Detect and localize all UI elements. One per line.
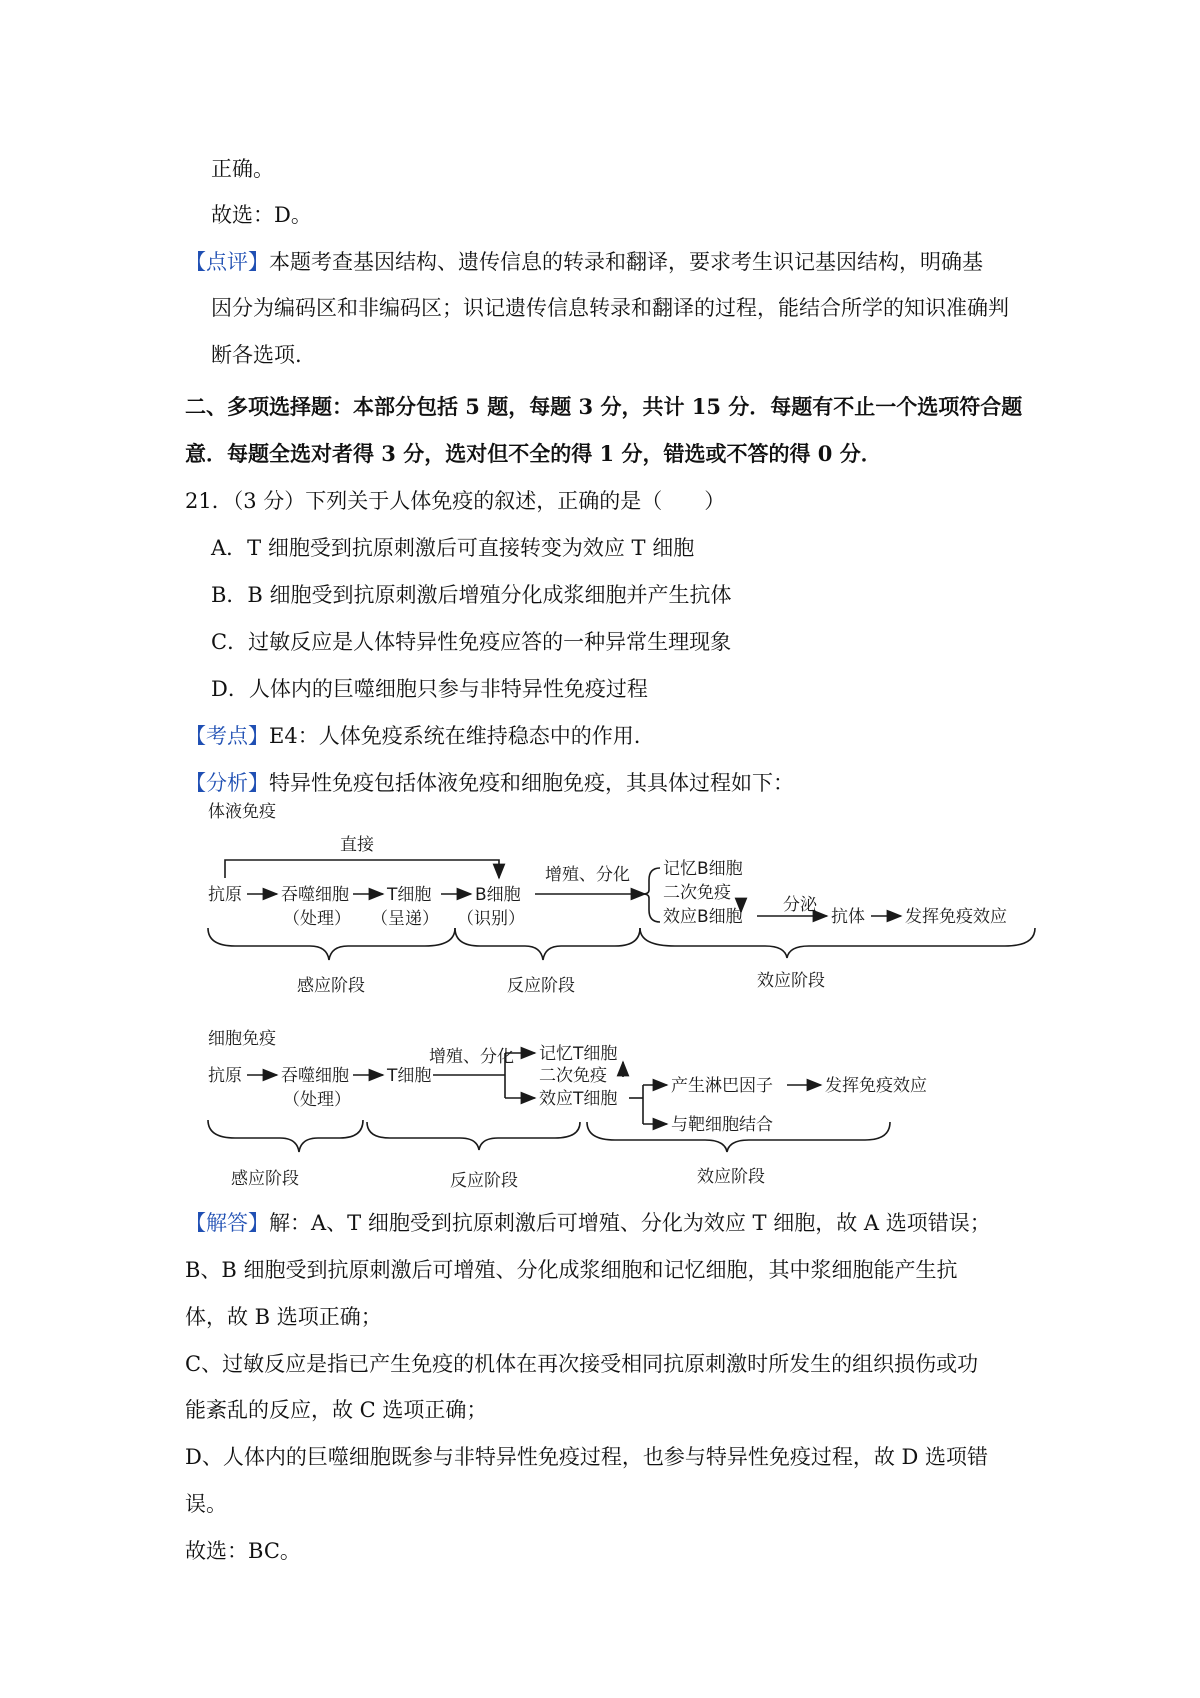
- humoral-stage1: 感应阶段: [297, 976, 365, 996]
- analysis-tag: 【分析】: [185, 771, 269, 795]
- humoral-macrophage: 吞噬细胞: [281, 885, 349, 905]
- cellular-stage1: 感应阶段: [231, 1169, 299, 1189]
- humoral-effect: 发挥免疫效应: [905, 907, 1007, 927]
- option-a: A．T 细胞受到抗原刺激后可直接转变为效应 T 细胞: [211, 536, 695, 560]
- section-heading: 二、多项选择题：本部分包括 5 题，每题 3 分，共计 15 分．每题有不止一个选项符合题: [185, 394, 1023, 419]
- text-line: D、人体内的巨噬细胞既参与非特异性免疫过程，也参与特异性免疫过程，故 D 选项错: [185, 1445, 989, 1469]
- text-line: 故选：D。: [211, 203, 312, 227]
- section-heading: 意．每题全选对者得 3 分，选对但不全的得 1 分，错选或不答的得 0 分．: [185, 441, 882, 466]
- cellular-t-cell: T细胞: [387, 1066, 432, 1086]
- topic-line: 【考点】E4：人体免疫系统在维持稳态中的作用.: [185, 724, 641, 748]
- direct-path-arrow: [225, 860, 499, 878]
- text-line: 能紊乱的反应，故 C 选项正确；: [185, 1398, 488, 1422]
- stage-brace: [455, 928, 640, 960]
- text-line: 误。: [185, 1492, 227, 1516]
- immune-process-diagram: [205, 800, 1045, 1195]
- humoral-macrophage-note: （处理）: [283, 909, 351, 929]
- humoral-direct-label: 直接: [340, 835, 374, 855]
- humoral-antibody: 抗体: [831, 907, 865, 927]
- question-stem: 21．（3 分）下列关于人体免疫的叙述，正确的是（ ）: [185, 489, 726, 513]
- stage-brace: [640, 928, 1035, 958]
- cellular-stage2: 反应阶段: [450, 1171, 518, 1191]
- stage-brace: [208, 1120, 363, 1152]
- text-line: 体，故 B 选项正确；: [185, 1305, 382, 1329]
- cellular-secondary: 二次免疫: [539, 1066, 607, 1086]
- text-line: 因分为编码区和非编码区；识记遗传信息转录和翻译的过程，能结合所学的知识准确判: [211, 296, 1009, 320]
- answer-tag: 【解答】: [185, 1211, 269, 1235]
- text-line: 断各选项.: [211, 343, 302, 367]
- option-c: C．过敏反应是人体特异性免疫应答的一种异常生理现象: [211, 630, 732, 654]
- humoral-secondary: 二次免疫: [663, 883, 731, 903]
- cellular-antigen: 抗原: [208, 1066, 242, 1086]
- humoral-t-cell: T细胞: [387, 885, 432, 905]
- text-line: 正确。: [211, 157, 274, 181]
- stage-brace: [367, 1122, 580, 1150]
- option-b: B．B 细胞受到抗原刺激后增殖分化成浆细胞并产生抗体: [211, 583, 732, 607]
- text-line: 故选：BC。: [185, 1539, 301, 1563]
- cellular-effect: 发挥免疫效应: [825, 1076, 927, 1096]
- analysis-line: 【分析】特异性免疫包括体液免疫和细胞免疫，其具体过程如下：: [185, 771, 794, 795]
- cellular-target: 与靶细胞结合: [671, 1115, 773, 1135]
- text-line: B、B 细胞受到抗原刺激后可增殖、分化成浆细胞和记忆细胞，其中浆细胞能产生抗: [185, 1258, 958, 1282]
- cellular-lymphokine: 产生淋巴因子: [671, 1076, 773, 1096]
- cellular-stage3: 效应阶段: [697, 1167, 765, 1187]
- humoral-antigen: 抗原: [208, 885, 242, 905]
- cellular-memory: 记忆T细胞: [539, 1044, 618, 1064]
- humoral-title: 体液免疫: [208, 802, 276, 822]
- text-line: C、过敏反应是指已产生免疫的机体在再次接受相同抗原刺激时所发生的组织损伤或功: [185, 1352, 979, 1376]
- cellular-macrophage: 吞噬细胞: [281, 1066, 349, 1086]
- humoral-b-cell-note: （识别）: [457, 909, 525, 929]
- topic-tag: 【考点】: [185, 724, 269, 748]
- comment-tag: 【点评】: [185, 250, 269, 274]
- cellular-macrophage-note: （处理）: [283, 1090, 351, 1110]
- humoral-t-cell-note: （呈递）: [371, 909, 439, 929]
- humoral-memory: 记忆B细胞: [663, 859, 743, 879]
- cellular-proliferate: 增殖、分化: [429, 1047, 514, 1067]
- diagram-svg: [205, 800, 1045, 1195]
- humoral-proliferate: 增殖、分化: [545, 865, 630, 885]
- option-d: D．人体内的巨噬细胞只参与非特异性免疫过程: [211, 677, 648, 701]
- comment-line: 【点评】本题考查基因结构、遗传信息的转录和翻译，要求考生识记基因结构，明确基: [185, 250, 983, 274]
- stage-brace: [208, 928, 455, 960]
- humoral-b-cell: B细胞: [475, 885, 521, 905]
- humoral-stage2: 反应阶段: [507, 976, 575, 996]
- cellular-effector: 效应T细胞: [539, 1089, 618, 1109]
- humoral-secrete: 分泌: [783, 895, 817, 915]
- brace: [643, 868, 660, 922]
- humoral-stage3: 效应阶段: [757, 971, 825, 991]
- cellular-title: 细胞免疫: [208, 1029, 276, 1049]
- humoral-effector: 效应B细胞: [663, 907, 743, 927]
- answer-line: 【解答】解：A、T 细胞受到抗原刺激后可增殖、分化为效应 T 细胞，故 A 选项错误；: [185, 1211, 991, 1235]
